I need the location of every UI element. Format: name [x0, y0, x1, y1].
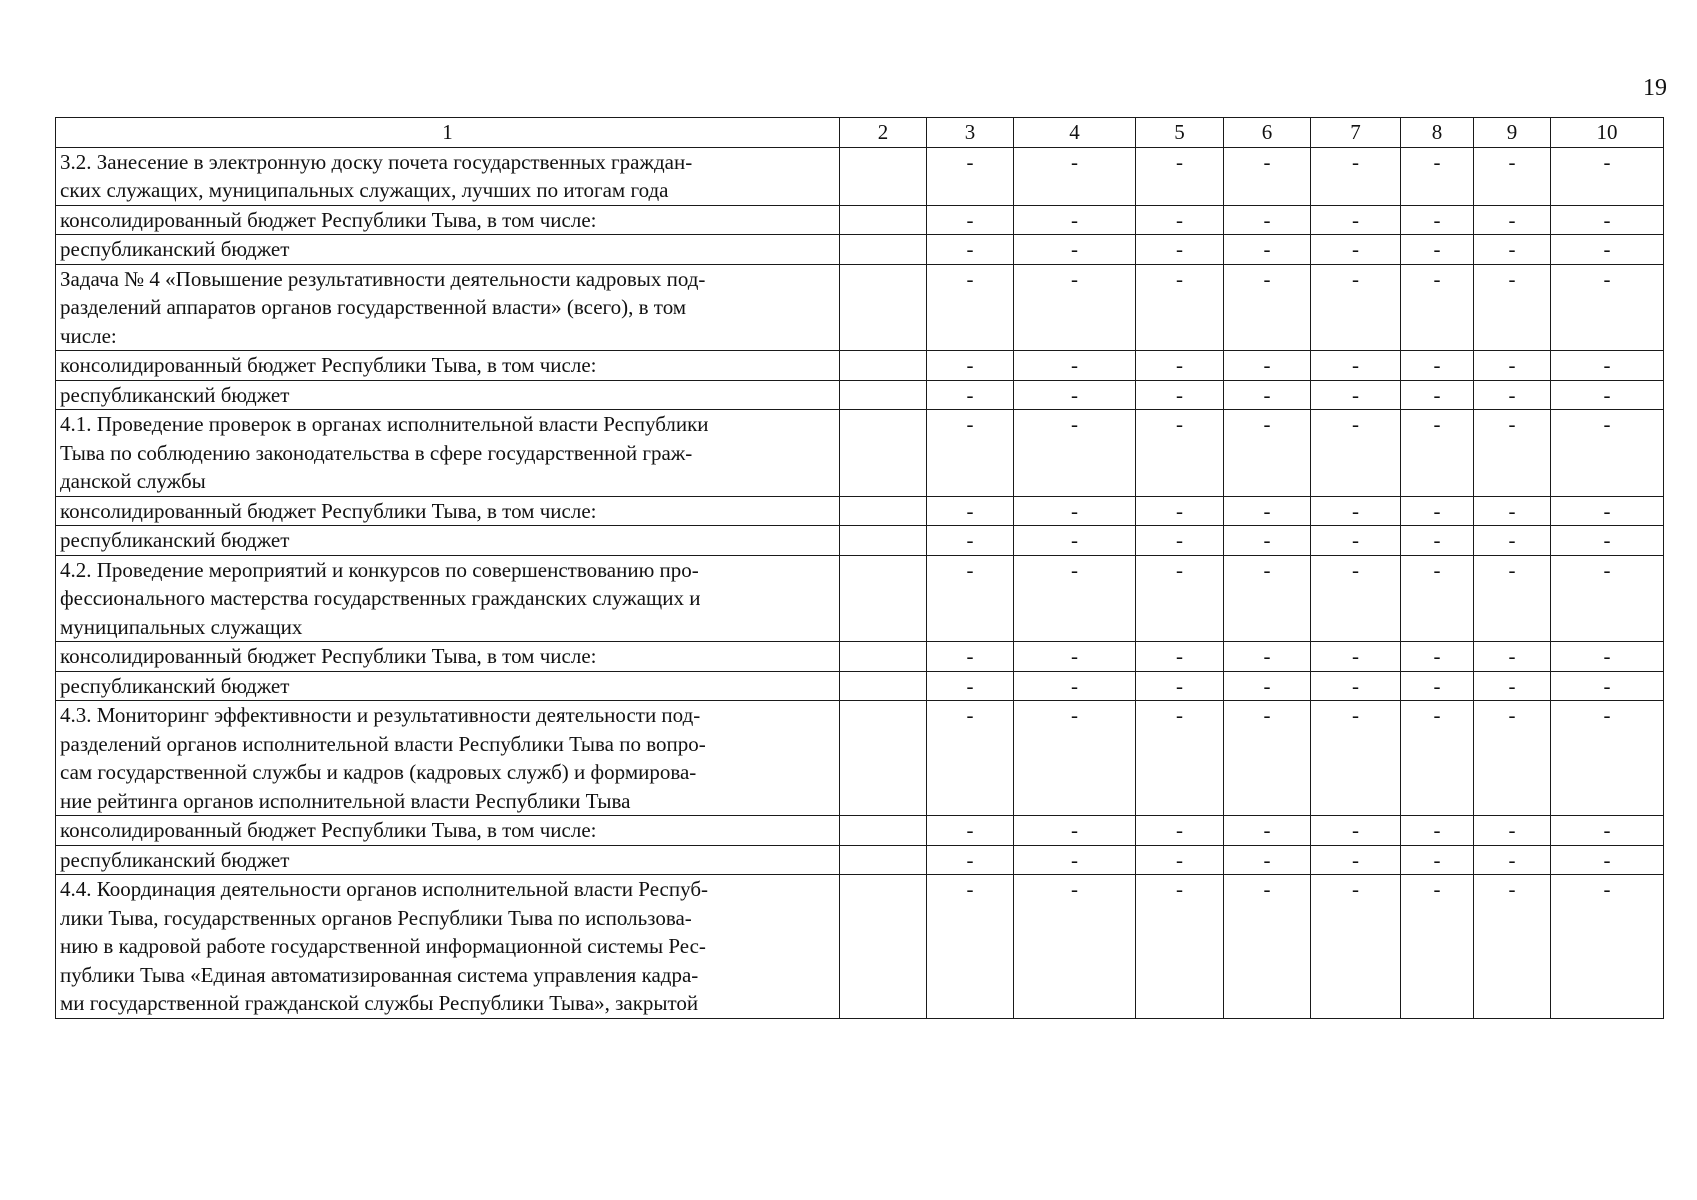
value-cell: -: [1401, 410, 1474, 497]
value-cell: -: [927, 264, 1014, 351]
column-header: 9: [1474, 118, 1551, 148]
value-cell: [840, 380, 927, 410]
table-row: [56, 671, 1664, 701]
table-row: [56, 845, 1664, 875]
value-cell: -: [1014, 380, 1136, 410]
table-row: [56, 410, 1664, 497]
column-header: 6: [1224, 118, 1311, 148]
value-cell: -: [1401, 205, 1474, 235]
value-cell: -: [1136, 264, 1224, 351]
value-cell: -: [927, 875, 1014, 1019]
row-label-line: консолидированный бюджет Республики Тыва, в том числе:: [60, 207, 597, 232]
row-label-line: 4.4. Координация деятельности органов исполнительной власти Респуб-: [60, 877, 708, 901]
value-cell: -: [1474, 875, 1551, 1019]
row-label-line: муниципальных служащих: [60, 614, 303, 639]
value-cell: -: [1014, 205, 1136, 235]
value-cell: -: [927, 555, 1014, 642]
value-cell: -: [1014, 845, 1136, 875]
value-cell: -: [1401, 496, 1474, 526]
value-cell: [840, 642, 927, 672]
value-cell: -: [1401, 845, 1474, 875]
row-label-line: разделений аппаратов органов государственной власти» (всего), в том: [60, 295, 687, 319]
value-cell: -: [1224, 264, 1311, 351]
value-cell: -: [927, 205, 1014, 235]
value-cell: -: [1401, 264, 1474, 351]
value-cell: -: [1224, 526, 1311, 556]
value-cell: -: [1014, 642, 1136, 672]
value-cell: -: [1136, 235, 1224, 265]
row-label: [56, 205, 840, 235]
row-label: [56, 526, 840, 556]
value-cell: -: [1551, 264, 1664, 351]
row-label: [56, 875, 840, 1019]
value-cell: -: [1551, 555, 1664, 642]
value-cell: -: [1551, 642, 1664, 672]
value-cell: -: [1311, 845, 1401, 875]
value-cell: -: [1474, 410, 1551, 497]
value-cell: [840, 701, 927, 816]
value-cell: -: [1401, 555, 1474, 642]
row-label: [56, 264, 840, 351]
column-header: 10: [1551, 118, 1664, 148]
value-cell: [840, 875, 927, 1019]
row-label: [56, 701, 840, 816]
value-cell: -: [1311, 526, 1401, 556]
row-label: [56, 147, 840, 205]
value-cell: -: [1311, 235, 1401, 265]
value-cell: -: [1551, 875, 1664, 1019]
row-label: [56, 235, 840, 265]
value-cell: -: [927, 380, 1014, 410]
value-cell: -: [1474, 205, 1551, 235]
row-label-line: публики Тыва «Единая автоматизированная система управления кадра-: [60, 962, 699, 987]
value-cell: -: [1551, 380, 1664, 410]
value-cell: -: [1014, 526, 1136, 556]
row-label-line: сам государственной службы и кадров (кадровых служб) и формирова-: [60, 760, 697, 784]
value-cell: -: [1551, 845, 1664, 875]
value-cell: -: [927, 701, 1014, 816]
table-body: [56, 147, 1664, 1018]
row-label-line: республиканский бюджет: [60, 528, 290, 552]
value-cell: -: [1224, 845, 1311, 875]
row-label: [56, 380, 840, 410]
value-cell: [840, 410, 927, 497]
value-cell: -: [1136, 526, 1224, 556]
value-cell: -: [1401, 875, 1474, 1019]
value-cell: -: [1551, 496, 1664, 526]
value-cell: -: [1551, 816, 1664, 846]
value-cell: -: [1136, 701, 1224, 816]
value-cell: -: [1311, 875, 1401, 1019]
value-cell: -: [927, 642, 1014, 672]
value-cell: -: [1224, 642, 1311, 672]
row-label-line: ние рейтинга органов исполнительной власти Республики Тыва: [60, 788, 631, 813]
value-cell: -: [1014, 496, 1136, 526]
value-cell: -: [1311, 816, 1401, 846]
value-cell: -: [1474, 671, 1551, 701]
table-row: [56, 526, 1664, 556]
table-row: [56, 555, 1664, 642]
value-cell: -: [1311, 351, 1401, 381]
value-cell: -: [927, 147, 1014, 205]
value-cell: -: [1014, 701, 1136, 816]
row-label-line: числе:: [60, 323, 117, 348]
value-cell: -: [1136, 410, 1224, 497]
row-label-line: лики Тыва, государственных органов Республики Тыва по использова-: [60, 905, 692, 930]
value-cell: -: [927, 671, 1014, 701]
value-cell: -: [1401, 380, 1474, 410]
value-cell: -: [1224, 875, 1311, 1019]
row-label-line: 4.2. Проведение мероприятий и конкурсов по совершенствованию про-: [60, 557, 699, 582]
value-cell: -: [1551, 410, 1664, 497]
value-cell: -: [1224, 816, 1311, 846]
value-cell: -: [927, 526, 1014, 556]
value-cell: -: [1224, 147, 1311, 205]
row-label: [56, 496, 840, 526]
row-label: [56, 642, 840, 672]
value-cell: -: [1014, 264, 1136, 351]
value-cell: -: [1136, 875, 1224, 1019]
value-cell: -: [927, 410, 1014, 497]
value-cell: -: [1311, 555, 1401, 642]
value-cell: [840, 147, 927, 205]
table-row: [56, 496, 1664, 526]
value-cell: -: [1014, 875, 1136, 1019]
row-label-line: консолидированный бюджет Республики Тыва, в том числе:: [60, 818, 597, 842]
row-label-line: республиканский бюджет: [60, 382, 290, 407]
row-label-line: 4.3. Мониторинг эффективности и результативности деятельности под-: [60, 703, 701, 727]
column-number-row: [56, 118, 1664, 148]
value-cell: [840, 235, 927, 265]
value-cell: -: [1401, 526, 1474, 556]
value-cell: [840, 555, 927, 642]
value-cell: -: [1224, 701, 1311, 816]
row-label-line: республиканский бюджет: [60, 673, 290, 698]
value-cell: -: [1474, 526, 1551, 556]
value-cell: -: [1136, 351, 1224, 381]
value-cell: -: [1401, 351, 1474, 381]
value-cell: -: [1224, 410, 1311, 497]
table-row: [56, 264, 1664, 351]
value-cell: -: [1136, 496, 1224, 526]
row-label-line: республиканский бюджет: [60, 847, 290, 872]
value-cell: -: [1551, 701, 1664, 816]
row-label: [56, 845, 840, 875]
value-cell: -: [1311, 205, 1401, 235]
row-label-line: данской службы: [60, 469, 206, 493]
row-label-line: республиканский бюджет: [60, 237, 290, 261]
value-cell: -: [1224, 351, 1311, 381]
row-label: [56, 555, 840, 642]
row-label: [56, 351, 840, 381]
column-header: 8: [1401, 118, 1474, 148]
row-label-line: фессионального мастерства государственных гражданских служащих и: [60, 586, 701, 610]
value-cell: -: [927, 351, 1014, 381]
table-row: [56, 351, 1664, 381]
value-cell: [840, 351, 927, 381]
value-cell: -: [1474, 816, 1551, 846]
value-cell: [840, 526, 927, 556]
value-cell: -: [1551, 526, 1664, 556]
column-header: 1: [56, 118, 840, 148]
value-cell: -: [1224, 555, 1311, 642]
value-cell: -: [1311, 701, 1401, 816]
row-label-line: нию в кадровой работе государственной информационной системы Рес-: [60, 934, 706, 958]
value-cell: -: [1311, 380, 1401, 410]
row-label-line: консолидированный бюджет Республики Тыва, в том числе:: [60, 353, 597, 377]
table-row: [56, 380, 1664, 410]
value-cell: [840, 816, 927, 846]
value-cell: -: [1401, 147, 1474, 205]
value-cell: -: [1311, 671, 1401, 701]
row-label-line: ских служащих, муниципальных служащих, лучших по итогам года: [60, 178, 669, 202]
value-cell: -: [927, 845, 1014, 875]
value-cell: -: [1014, 351, 1136, 381]
value-cell: -: [1551, 235, 1664, 265]
row-label-line: Задача № 4 «Повышение результативности деятельности кадровых под-: [60, 266, 706, 291]
value-cell: -: [1474, 147, 1551, 205]
value-cell: -: [1401, 701, 1474, 816]
value-cell: -: [1136, 642, 1224, 672]
value-cell: [840, 496, 927, 526]
value-cell: -: [1014, 555, 1136, 642]
row-label-line: консолидированный бюджет Республики Тыва, в том числе:: [60, 644, 597, 668]
value-cell: -: [1311, 264, 1401, 351]
table-row: [56, 816, 1664, 846]
value-cell: -: [1136, 671, 1224, 701]
value-cell: [840, 671, 927, 701]
table-row: [56, 642, 1664, 672]
value-cell: -: [1224, 380, 1311, 410]
value-cell: -: [1136, 380, 1224, 410]
value-cell: -: [1401, 671, 1474, 701]
value-cell: -: [1401, 816, 1474, 846]
value-cell: -: [1014, 235, 1136, 265]
column-header: 5: [1136, 118, 1224, 148]
row-label-line: Тыва по соблюдению законодательства в сфере государственной граж-: [60, 440, 693, 465]
column-header: 7: [1311, 118, 1401, 148]
column-header: 3: [927, 118, 1014, 148]
value-cell: -: [1551, 671, 1664, 701]
value-cell: -: [1474, 642, 1551, 672]
value-cell: -: [1551, 205, 1664, 235]
value-cell: -: [927, 816, 1014, 846]
value-cell: -: [1136, 147, 1224, 205]
value-cell: -: [1474, 701, 1551, 816]
value-cell: -: [1136, 816, 1224, 846]
value-cell: -: [1014, 147, 1136, 205]
value-cell: [840, 205, 927, 235]
row-label: [56, 816, 840, 846]
column-header: 4: [1014, 118, 1136, 148]
value-cell: [840, 845, 927, 875]
value-cell: -: [1136, 205, 1224, 235]
value-cell: -: [1014, 671, 1136, 701]
value-cell: -: [1136, 845, 1224, 875]
value-cell: -: [1474, 264, 1551, 351]
value-cell: -: [1014, 816, 1136, 846]
row-label-line: 4.1. Проведение проверок в органах исполнительной власти Республики: [60, 412, 709, 436]
value-cell: -: [1474, 496, 1551, 526]
value-cell: -: [1401, 642, 1474, 672]
value-cell: -: [1311, 642, 1401, 672]
row-label-line: разделений органов исполнительной власти Республики Тыва по вопро-: [60, 731, 706, 756]
value-cell: -: [1551, 147, 1664, 205]
value-cell: -: [1224, 671, 1311, 701]
column-header: 2: [840, 118, 927, 148]
value-cell: [840, 264, 927, 351]
value-cell: -: [1136, 555, 1224, 642]
table-row: [56, 147, 1664, 205]
value-cell: -: [1014, 410, 1136, 497]
value-cell: -: [1401, 235, 1474, 265]
value-cell: -: [1474, 351, 1551, 381]
value-cell: -: [927, 496, 1014, 526]
table-row: [56, 205, 1664, 235]
row-label: [56, 671, 840, 701]
value-cell: -: [1224, 235, 1311, 265]
value-cell: -: [1224, 205, 1311, 235]
page-number: 19: [1643, 75, 1667, 101]
row-label-line: ми государственной гражданской службы Республики Тыва», закрытой: [60, 991, 699, 1015]
value-cell: -: [1551, 351, 1664, 381]
value-cell: -: [1474, 845, 1551, 875]
table-row: [56, 235, 1664, 265]
value-cell: -: [1474, 235, 1551, 265]
row-label-line: консолидированный бюджет Республики Тыва, в том числе:: [60, 498, 597, 523]
value-cell: -: [1224, 496, 1311, 526]
value-cell: -: [927, 235, 1014, 265]
budget-table: [55, 117, 1664, 1019]
value-cell: -: [1311, 410, 1401, 497]
value-cell: -: [1311, 147, 1401, 205]
table-row: [56, 875, 1664, 1019]
value-cell: -: [1311, 496, 1401, 526]
table-row: [56, 701, 1664, 816]
value-cell: -: [1474, 380, 1551, 410]
value-cell: -: [1474, 555, 1551, 642]
row-label-line: 3.2. Занесение в электронную доску почета государственных граждан-: [60, 149, 693, 174]
row-label: [56, 410, 840, 497]
